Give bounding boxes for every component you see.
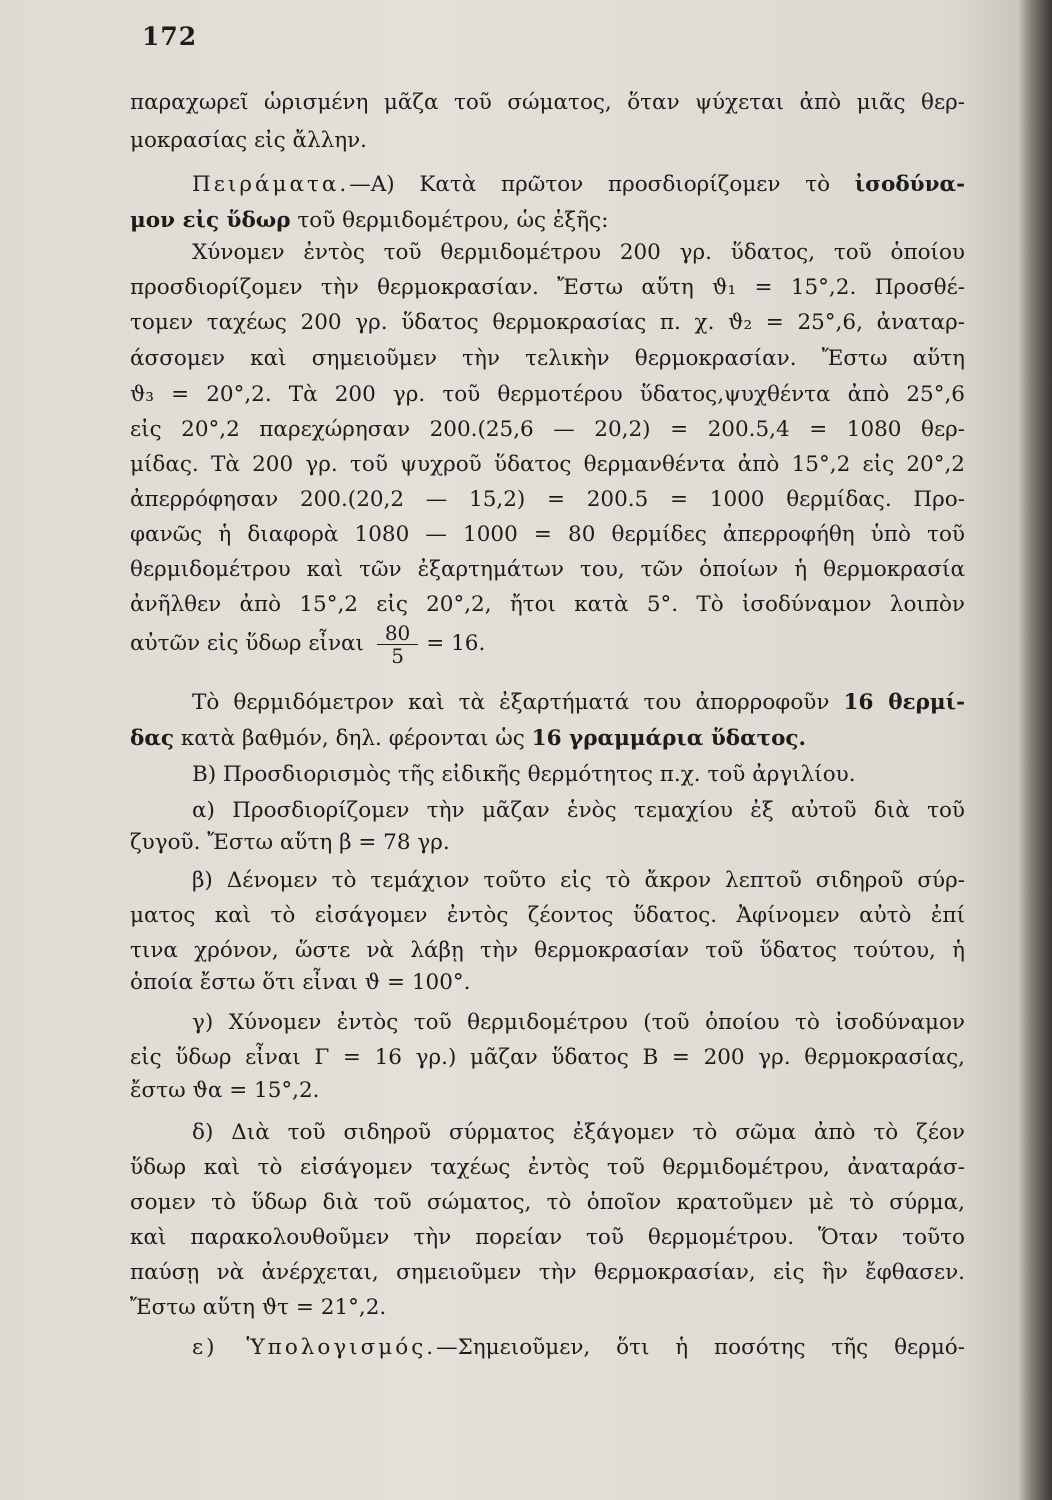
text-line: μον εἰς ὕδωρ τοῦ θερμιδομέτρου, ὡς ἑξῆς: xyxy=(130,208,609,233)
text-line: θερμιδομέτρου καὶ τῶν ἐξαρτημάτων του, τῶν ὁποίων ἡ θερμοκρασία xyxy=(130,557,965,582)
text-line: Χύνομεν ἐντὸς τοῦ θερμιδομέτρου 200 γρ. ὕδατος, τοῦ ὁποίου xyxy=(192,240,965,265)
bold-term: ἰσοδύνα- xyxy=(854,172,965,197)
text-line: ἀπερρόφησαν 200.(20,2 — 15,2) = 200.5 = 1000 θερμίδας. Προ- xyxy=(130,487,965,512)
text-line: φανῶς ἡ διαφορὰ 1080 — 1000 = 80 θερμίδες ἀπερροφήθη ὑπὸ τοῦ xyxy=(130,522,965,547)
text-line: τινα χρόνον, ὥστε νὰ λάβῃ τὴν θερμοκρασίαν τοῦ ὕδατος τούτου, ἡ xyxy=(130,938,965,963)
text-line: β) Δένομεν τὸ τεμάχιον τοῦτο εἰς τὸ ἄκρον λεπτοῦ σιδηροῦ σύρ- xyxy=(192,868,965,893)
text-line: δας κατὰ βαθμόν, δηλ. φέρονται ὡς 16 γραμμάρια ὕδατος. xyxy=(130,726,807,751)
text-line: παραχωρεῖ ὡρισμένη μᾶζα τοῦ σώματος, ὅταν ψύχεται ἀπὸ μιᾶς θερ- xyxy=(130,90,965,115)
text-line: παύσῃ νὰ ἀνέρχεται, σημειοῦμεν τὴν θερμοκρασίαν, εἰς ἣν ἔφθασεν. xyxy=(130,1260,965,1285)
text-line: Ἔστω αὕτη ϑτ = 21°,2. xyxy=(130,1295,387,1320)
text-line: ὁποία ἔστω ὅτι εἶναι ϑ = 100°. xyxy=(130,970,471,995)
text-line: σομεν τὸ ὕδωρ διὰ τοῦ σώματος, τὸ ὁποῖον κρατοῦμεν μὲ τὸ σύρμα, xyxy=(130,1190,965,1215)
section-heading: Πειράματα. xyxy=(192,172,350,197)
fraction-denominator: 5 xyxy=(391,643,404,668)
text-line: γ) Χύνομεν ἐντὸς τοῦ θερμιδομέτρου (τοῦ ὁποίου τὸ ἰσοδύναμον xyxy=(192,1010,965,1035)
text-line: α) Προσδιορίζομεν τὴν μᾶζαν ἑνὸς τεμαχίου ἐξ αὐτοῦ διὰ τοῦ xyxy=(192,798,965,823)
bold-term: 16 θερμί- xyxy=(843,690,965,715)
text-line: Τὸ θερμιδόμετρον καὶ τὰ ἐξαρτήματά του ἀπορροφοῦν 16 θερμί- xyxy=(192,690,965,715)
text-line: ζυγοῦ. Ἔστω αὕτη β = 78 γρ. xyxy=(130,830,450,855)
text-line: εἰς ὕδωρ εἶναι Γ = 16 γρ.) μᾶζαν ὕδατος Β = 200 γρ. θερμοκρασίας, xyxy=(130,1045,965,1070)
text-line: καὶ παρακολουθοῦμεν τὴν πορείαν τοῦ θερμομέτρου. Ὅταν τοῦτο xyxy=(130,1225,965,1250)
text-line: μοκρασίας εἰς ἄλλην. xyxy=(130,128,368,153)
book-spine-shadow xyxy=(1018,0,1052,1500)
bold-term: δας xyxy=(130,726,174,751)
bold-term: μον εἰς ὕδωρ xyxy=(130,208,291,233)
section-heading: ε) Ὑπολογισμός. xyxy=(192,1335,437,1360)
page-number: 172 xyxy=(142,22,198,51)
text-line: δ) Διὰ τοῦ σιδηροῦ σύρματος ἐξάγομεν τὸ σῶμα ἀπὸ τὸ ζέον xyxy=(192,1120,965,1145)
bold-term: 16 γραμμάρια ὕδατος. xyxy=(531,726,807,751)
text-line: ϑ₃ = 20°,2. Τὰ 200 γρ. τοῦ θερμοτέρου ὕδατος,ψυχθέντα ἀπὸ 25°,6 xyxy=(130,382,965,407)
text-line: ὕδωρ καὶ τὸ εἰσάγομεν ταχέως ἐντὸς τοῦ θερμιδομέτρου, ἀναταράσ- xyxy=(130,1155,965,1180)
text-line: ε) Ὑπολογισμός.—Σημειοῦμεν, ὅτι ἡ ποσότης τῆς θερμό- xyxy=(192,1335,965,1360)
fraction xyxy=(377,622,418,667)
formula-line: αὐτῶν εἰς ὕδωρ εἶναι $\frac{80}{5}$ = 16. xyxy=(130,620,486,668)
text-line: άσσομεν καὶ σημειοῦμεν τὴν τελικὴν θερμοκρασίαν. Ἔστω αὕτη xyxy=(130,346,965,371)
text-line: ἀνῆλθεν ἀπὸ 15°,2 εἰς 20°,2, ἤτοι κατὰ 5°. Τὸ ἰσοδύναμον λοιπὸν xyxy=(130,592,965,617)
text-line: Β) Προσδιορισμὸς τῆς εἰδικῆς θερμότητος π.χ. τοῦ ἀργιλίου. xyxy=(192,762,856,787)
text-line: τομεν ταχέως 200 γρ. ὕδατος θερμοκρασίας π. χ. ϑ₂ = 25°,6, ἀναταρ- xyxy=(130,310,965,335)
text-line: ματος καὶ τὸ εἰσάγομεν ἐντὸς ζέοντος ὕδατος. Ἀφίνομεν αὐτὸ ἐπί xyxy=(130,903,965,928)
text-line: προσδιορίζομεν τὴν θερμοκρασίαν. Ἔστω αὕτη ϑ₁ = 15°,2. Προσθέ- xyxy=(130,275,965,300)
text-line: ἔστω ϑα = 15°,2. xyxy=(130,1078,320,1103)
text-line: μίδας. Τὰ 200 γρ. τοῦ ψυχροῦ ὕδατος θερμανθέντα ἀπὸ 15°,2 εἰς 20°,2 xyxy=(130,452,965,477)
fraction-numerator: 80 xyxy=(377,622,418,645)
text-line: εἰς 20°,2 παρεχώρησαν 200.(25,6 — 20,2) = 200.5,4 = 1080 θερ- xyxy=(130,417,965,442)
text-line: Πειράματα.—Α) Κατὰ πρῶτον προσδιορίζομεν τὸ ἰσοδύνα- xyxy=(192,172,965,197)
